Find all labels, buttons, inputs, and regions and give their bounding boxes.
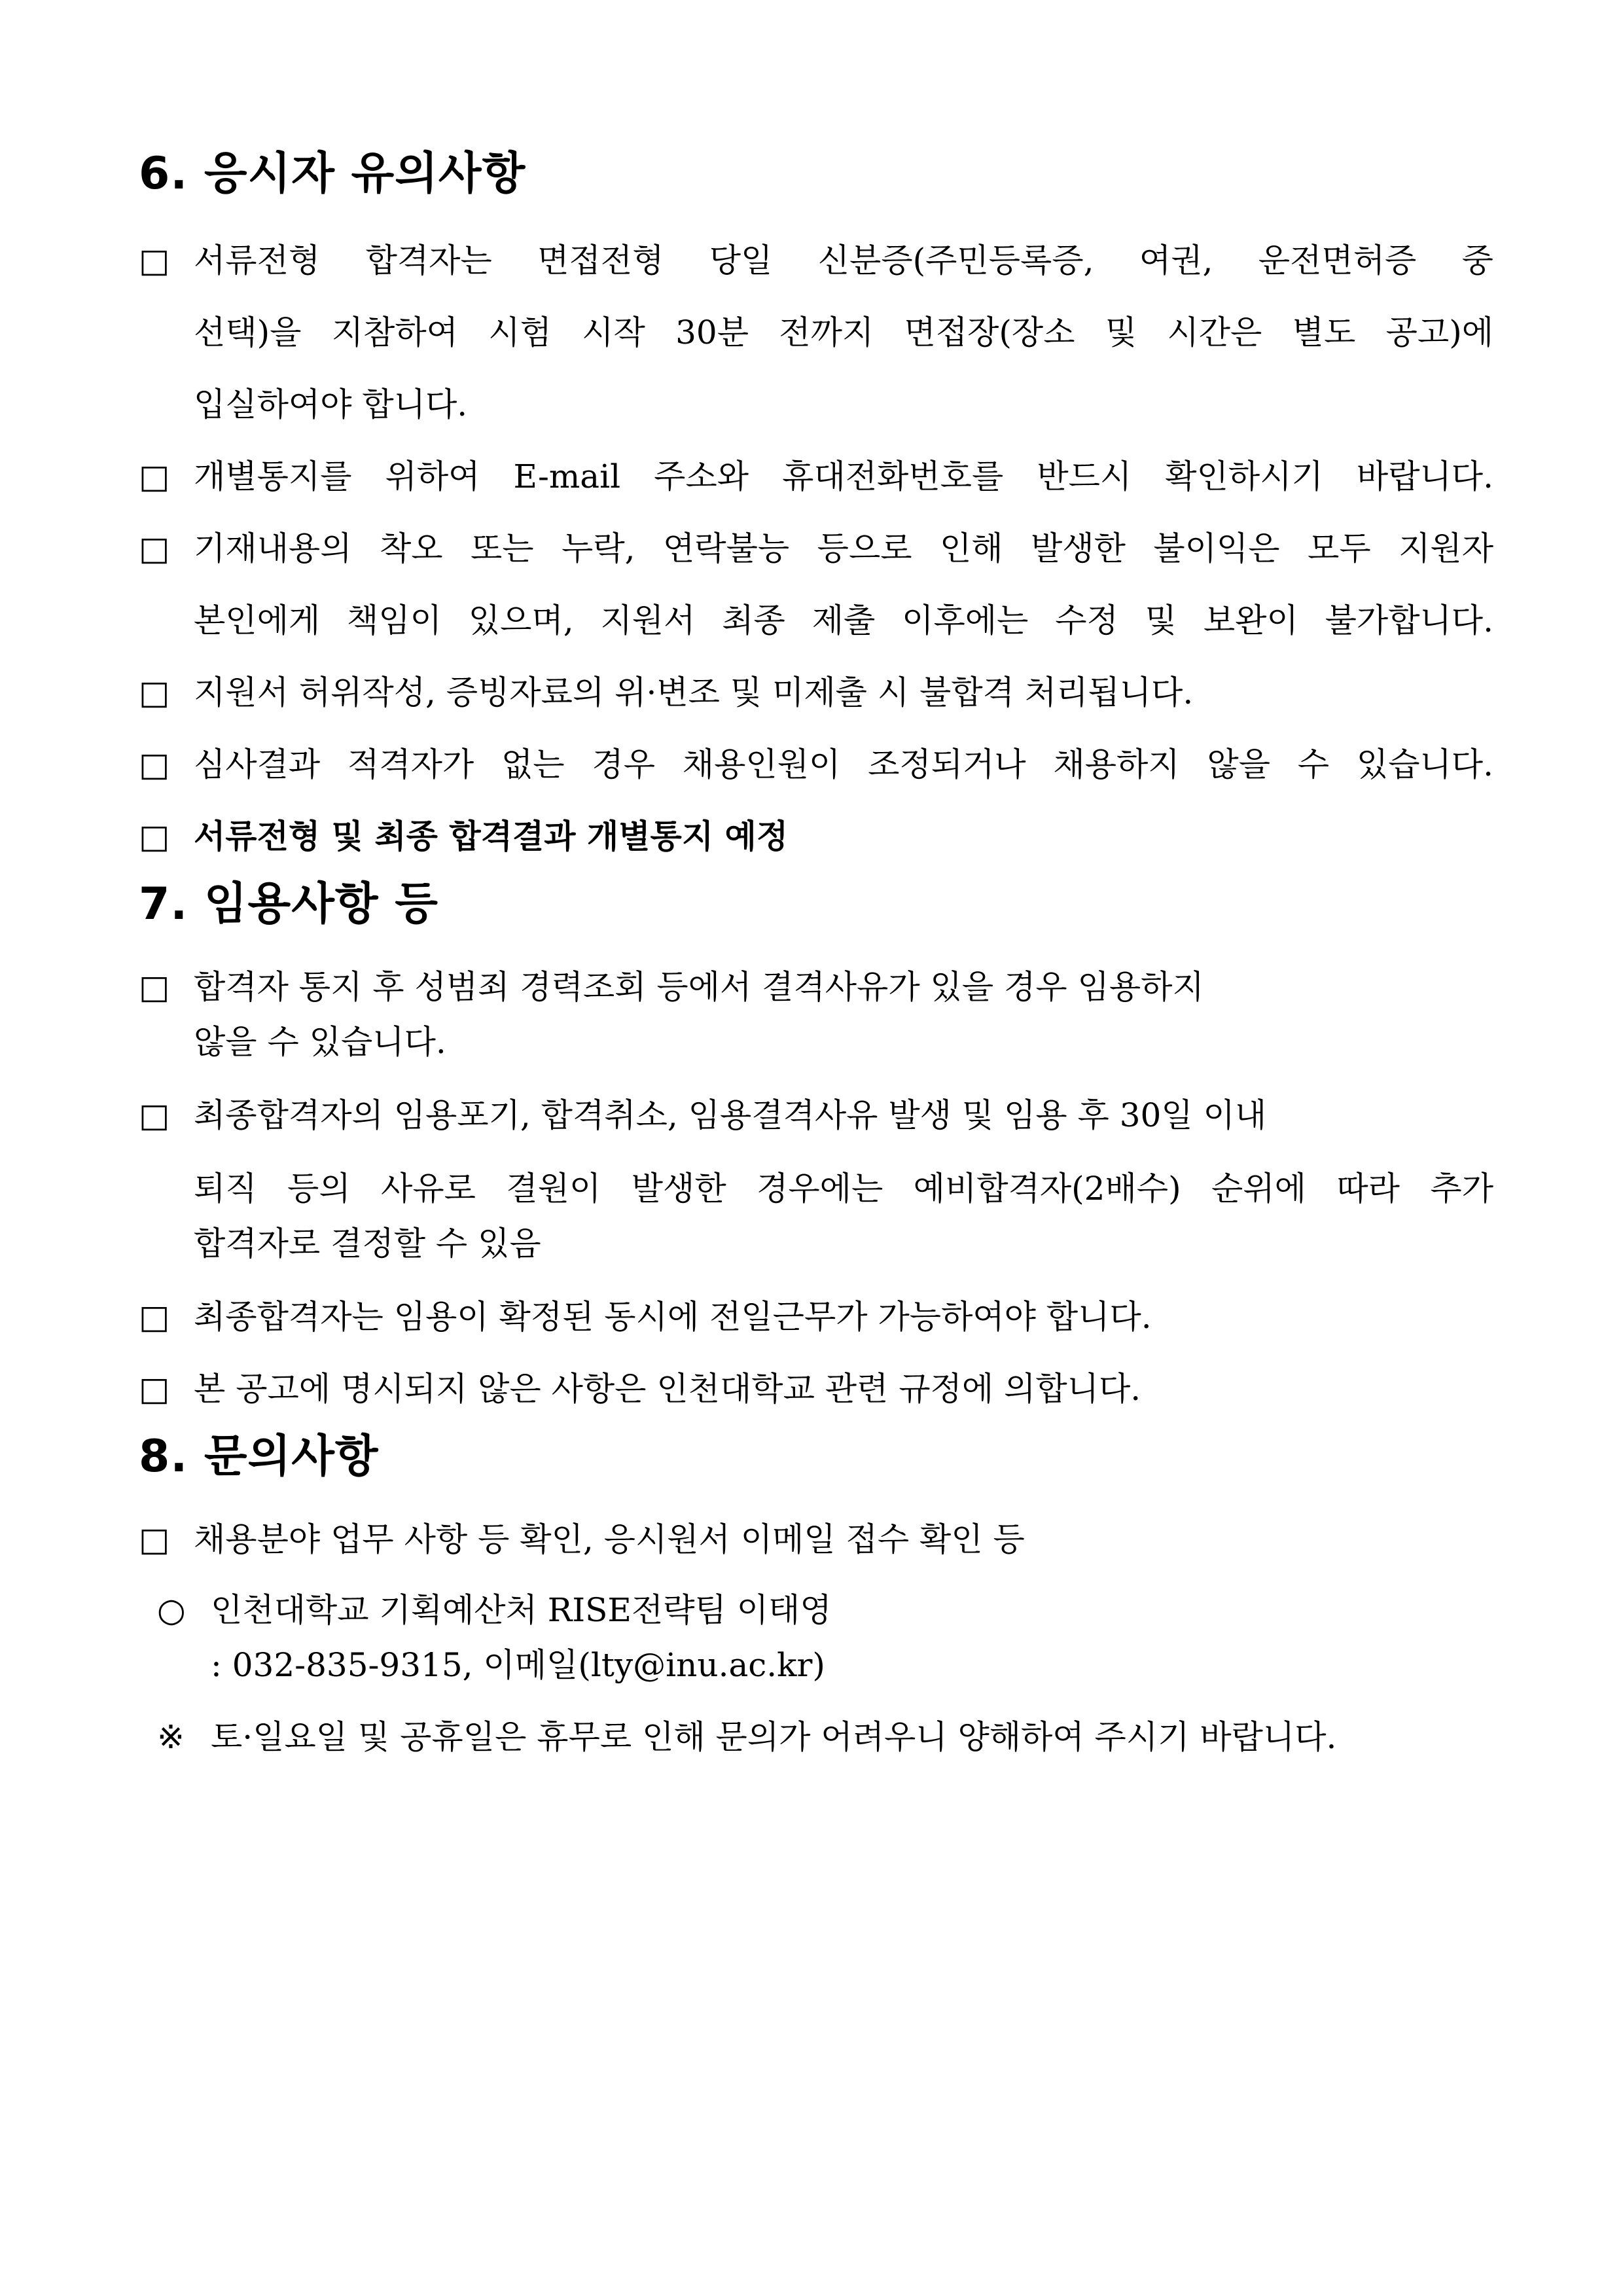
- s6-item-5-text: 심사결과 적격자가 없는 경우 채용인원이 조정되거나 채용하지 않을 수 있습니다.: [194, 745, 1493, 783]
- s7-item-1-line-2: 않을 수 있습니다.: [194, 1023, 446, 1061]
- checkbox-icon: □: [139, 242, 170, 279]
- checkbox-icon: □: [139, 673, 170, 711]
- s6-item-1-text-1: 서류전형 합격자는 면접전형 당일 신분증(주민등록증, 여권, 운전면허증 중: [194, 242, 1493, 279]
- checkbox-icon: □: [139, 529, 170, 567]
- s6-item-6: [139, 817, 1493, 856]
- section-7-heading: 7. 임용사항 등: [139, 878, 438, 930]
- s6-item-4: [139, 673, 1493, 712]
- s6-item-3-text-1: 기재내용의 착오 또는 누락, 연락불능 등으로 인해 발생한 불이익은 모두 지원자: [194, 529, 1493, 567]
- s7-item-3: [139, 1297, 1493, 1336]
- section-8-heading: 8. 문의사항: [139, 1431, 379, 1482]
- s7-item-4: [139, 1369, 1493, 1408]
- reference-mark-icon: ※: [157, 1718, 185, 1756]
- s6-item-1-line-1: [139, 241, 1493, 280]
- s8-contact-text-1: 인천대학교 기획예산처 RISE전략팀 이태영: [211, 1591, 832, 1629]
- s7-item-2-line-2: 퇴직 등의 사유로 결원이 발생한 경우에는 예비합격자(2배수) 순위에 따라 추가: [194, 1170, 1493, 1208]
- s6-item-4-text: 지원서 허위작성, 증빙자료의 위·변조 및 미제출 시 불합격 처리됩니다.: [194, 673, 1194, 711]
- s6-item-6-text: 서류전형 및 최종 합격결과 개별통지 예정: [194, 817, 789, 855]
- s7-item-1-line-1: [139, 967, 1493, 1007]
- checkbox-icon: □: [139, 968, 170, 1006]
- s8-note-text: 토·일요일 및 공휴일은 휴무로 인해 문의가 어려우니 양해하여 주시기 바랍니다.: [211, 1718, 1337, 1756]
- s8-contact-line-1: [157, 1590, 832, 1630]
- s8-contact-line-2: : 032-835-9315, 이메일(lty@inu.ac.kr): [211, 1646, 825, 1684]
- s6-item-2: [139, 457, 1493, 496]
- s6-item-3-line-2: 본인에게 책임이 있으며, 지원서 최종 제출 이후에는 수정 및 보완이 불가합니다.: [194, 601, 1493, 639]
- section-6-heading: 6. 응시자 유의사항: [139, 148, 526, 200]
- checkbox-icon: □: [139, 1370, 170, 1408]
- s7-item-2-text-1: 최종합격자의 임용포기, 합격취소, 임용결격사유 발생 및 임용 후 30일 이내: [194, 1096, 1267, 1134]
- s6-item-5: [139, 745, 1493, 784]
- s8-item-1: [139, 1520, 1493, 1559]
- checkbox-icon: □: [139, 817, 170, 855]
- s6-item-1-line-3: 입실하여야 합니다.: [194, 386, 468, 423]
- s6-item-3-line-1: [139, 529, 1493, 568]
- checkbox-icon: □: [139, 1096, 170, 1134]
- s7-item-2-line-3: 합격자로 결정할 수 있음: [194, 1225, 541, 1263]
- checkbox-icon: □: [139, 1298, 170, 1336]
- circle-icon: ○: [157, 1591, 186, 1629]
- checkbox-icon: □: [139, 1520, 170, 1558]
- checkbox-icon: □: [139, 457, 170, 495]
- s8-note: [157, 1717, 1493, 1757]
- s7-item-1-text-1: 합격자 통지 후 성범죄 경력조회 등에서 결격사유가 있을 경우 임용하지: [194, 968, 1204, 1006]
- s6-item-1-line-2: 선택)을 지참하여 시험 시작 30분 전까지 면접장(장소 및 시간은 별도 공고)에: [194, 314, 1493, 351]
- s7-item-3-text: 최종합격자는 임용이 확정된 동시에 전일근무가 가능하여야 합니다.: [194, 1298, 1152, 1336]
- s7-item-2-line-1: [139, 1096, 1493, 1135]
- checkbox-icon: □: [139, 745, 170, 783]
- s8-item-1-text: 채용분야 업무 사항 등 확인, 응시원서 이메일 접수 확인 등: [194, 1520, 1025, 1558]
- s7-item-4-text: 본 공고에 명시되지 않은 사항은 인천대학교 관련 규정에 의합니다.: [194, 1370, 1141, 1408]
- s6-item-2-text: 개별통지를 위하여 E-mail 주소와 휴대전화번호를 반드시 확인하시기 바랍니다.: [194, 457, 1493, 495]
